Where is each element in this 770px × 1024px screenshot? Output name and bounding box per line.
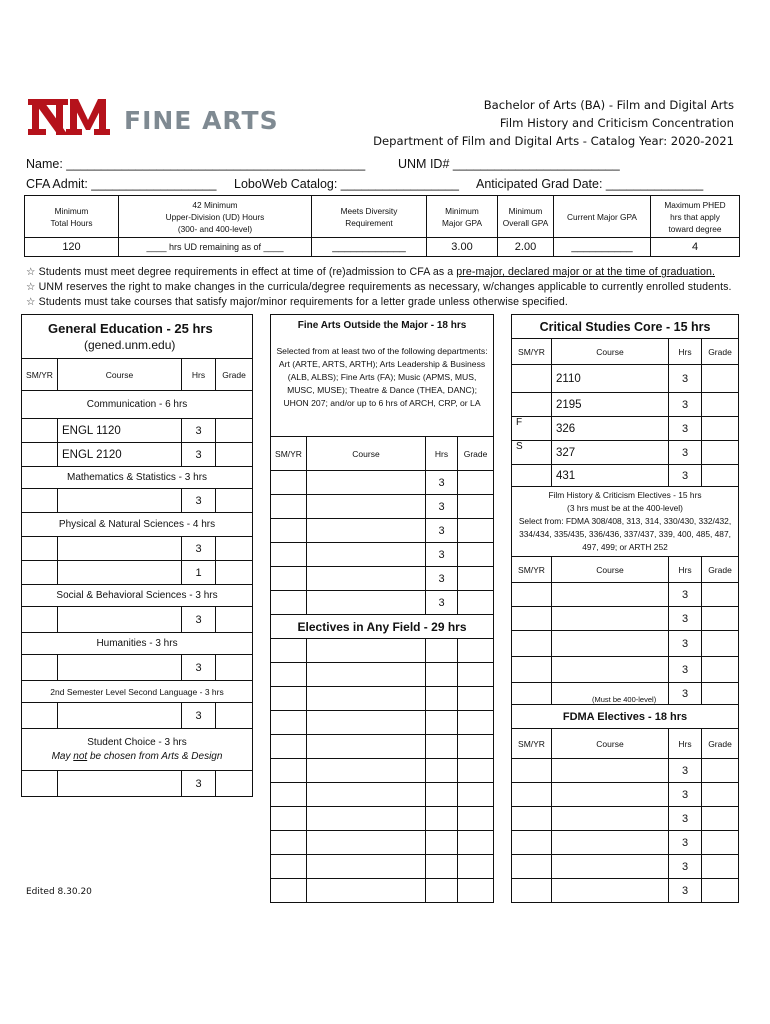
table-row: S 327 3 (512, 441, 739, 465)
table-row: 3 (271, 519, 494, 543)
col-course: Course (552, 729, 669, 759)
star-icon: ☆ (26, 296, 36, 308)
cfa-admit-field[interactable]: CFA Admit: __________________ (26, 177, 217, 191)
table-row: ENGL 2120 3 (22, 443, 253, 467)
table-row (271, 663, 494, 687)
star-icon: ☆ (26, 281, 36, 293)
diversity-header: Meets Diversity Requirement (312, 196, 427, 238)
min-overall-gpa-value: 2.00 (498, 238, 554, 257)
table-row: 3 (22, 537, 253, 561)
table-row: 3 (22, 655, 253, 681)
fine-arts-title: Fine Arts Outside the Major - 18 hrs (297, 320, 467, 331)
communication-header: Communication - 6 hrs (22, 391, 253, 419)
col-smyr: SM/YR (512, 729, 552, 759)
table-row: 3 (22, 771, 253, 797)
col-hrs: Hrs (669, 729, 702, 759)
humanities-header: Humanities - 3 hrs (22, 633, 253, 655)
table-row: 3 (22, 607, 253, 633)
table-row: 3 (512, 783, 739, 807)
table-row: 3 (271, 567, 494, 591)
table-row: 2195 3 (512, 393, 739, 417)
table-row: 3 (271, 591, 494, 615)
table-row: 3 (22, 703, 253, 729)
note-requirements: ☆ Students must meet degree requirements in effect at time of (re)admission to CFA as a pre-major, declared major or at the time of graduation. (26, 266, 715, 278)
gened-header (22, 315, 253, 359)
current-major-gpa-value[interactable]: __________ (554, 238, 651, 257)
col-grade: Grade (458, 437, 494, 471)
table-row (271, 879, 494, 903)
col-smyr: SM/YR (22, 359, 58, 391)
table-row (271, 807, 494, 831)
loboweb-catalog-field[interactable]: LoboWeb Catalog: _________________ (234, 177, 459, 191)
table-row (271, 783, 494, 807)
table-row: 3 (271, 495, 494, 519)
min-total-hours-header: Minimum Total Hours (25, 196, 119, 238)
table-row: 3 (512, 607, 739, 631)
unm-id-field[interactable]: UNM ID# ________________________ (398, 157, 620, 171)
student-choice-header: Student Choice - 3 hrs May not be chosen from Arts & Design (22, 729, 253, 771)
electives-title: Electives in Any Field - 29 hrs (271, 615, 494, 639)
current-major-gpa-header: Current Major GPA (554, 196, 651, 238)
col-course: Course (58, 359, 182, 391)
table-row (271, 639, 494, 663)
fine-arts-header (271, 315, 494, 437)
table-row: 431 3 (512, 465, 739, 487)
col-hrs: Hrs (426, 437, 458, 471)
col-hrs: Hrs (182, 359, 216, 391)
col-hrs: Hrs (669, 339, 702, 365)
col-grade: Grade (216, 359, 253, 391)
table-row: 3 (512, 855, 739, 879)
concentration-title: Film History and Criticism Concentration (499, 116, 734, 130)
col-course: Course (552, 557, 669, 583)
language-header: 2nd Semester Level Second Language - 3 hrs (22, 681, 253, 703)
star-icon: ☆ (26, 266, 36, 278)
col-smyr: SM/YR (512, 557, 552, 583)
gened-link[interactable]: (gened.unm.edu) (84, 337, 176, 352)
table-row: 3 (512, 759, 739, 783)
table-row (271, 855, 494, 879)
degree-summary-table (24, 195, 740, 257)
col-course: Course (307, 437, 426, 471)
table-row: (Must be 400-level) 3 (512, 683, 739, 705)
critical-studies-title: Critical Studies Core - 15 hrs (512, 315, 739, 339)
min-major-gpa-value: 3.00 (427, 238, 498, 257)
min-total-hours-value: 120 (25, 238, 119, 257)
social-sciences-header: Social & Behavioral Sciences - 3 hrs (22, 585, 253, 607)
table-row (271, 735, 494, 759)
table-row: F 326 3 (512, 417, 739, 441)
table-row: ENGL 1120 3 (22, 419, 253, 443)
anticipated-grad-date-field[interactable]: Anticipated Grad Date: ______________ (476, 177, 704, 191)
table-row (271, 759, 494, 783)
gened-title: General Education - 25 hrs (48, 320, 213, 336)
physical-sciences-header: Physical & Natural Sciences - 4 hrs (22, 513, 253, 537)
degree-title: Bachelor of Arts (BA) - Film and Digital Arts (483, 98, 734, 112)
fine-arts-wordmark: FINE ARTS (124, 106, 279, 135)
fine-arts-description: Selected from at least two of the following departments: Art (ARTE, ARTS, ARTH); Arts Leadership & Business (ALB, ALBS); Fine Arts (FA); Music (APMS, MUS, MUSC, MUSE); Theatre & Dance (THEA, DANC); UHON 207; and/or up to 6 hrs of ARCH, CRP, or LA (276, 346, 488, 408)
col-grade: Grade (702, 557, 739, 583)
table-row: 3 (512, 807, 739, 831)
general-education-table (21, 314, 253, 797)
table-row: 3 (512, 583, 739, 607)
name-field[interactable]: Name: ___________________________________________ (26, 157, 366, 171)
table-row (271, 687, 494, 711)
edited-date: Edited 8.30.20 (26, 887, 92, 897)
table-row: 3 (271, 543, 494, 567)
col-smyr: SM/YR (512, 339, 552, 365)
ud-hours-remaining[interactable]: ____ hrs UD remaining as of ____ (119, 238, 312, 257)
critical-studies-core-table (511, 314, 739, 903)
table-row: 3 (512, 879, 739, 903)
table-row: 2110 3 (512, 365, 739, 393)
ud-hours-header: 42 Minimum Upper-Division (UD) Hours (300- and 400-level) (119, 196, 312, 238)
table-row: 1 (22, 561, 253, 585)
col-grade: Grade (702, 339, 739, 365)
note-letter-grade: ☆ Students must take courses that satisfy major/minor requirements for a letter grade unless otherwise specified. (26, 296, 568, 308)
fhc-electives-header: Film History & Criticism Electives - 15 hrs (3 hrs must be at the 400-level) Select from: FDMA 308/408, 313, 314, 330/430, 332/432, 334/434, 335/435, 336/436, 337/437, 339, 400, 485, 487, 497, 499; or ARTH 252 (512, 487, 739, 557)
table-row: 3 (22, 489, 253, 513)
col-course: Course (552, 339, 669, 365)
table-row: 3 (512, 831, 739, 855)
unm-logo-icon (26, 96, 110, 138)
fdma-electives-title: FDMA Electives - 18 hrs (512, 705, 739, 729)
col-smyr: SM/YR (271, 437, 307, 471)
col-hrs: Hrs (669, 557, 702, 583)
max-phed-value: 4 (651, 238, 740, 257)
department-catalog-year: Department of Film and Digital Arts - Catalog Year: 2020-2021 (373, 134, 734, 148)
math-header: Mathematics & Statistics - 3 hrs (22, 467, 253, 489)
table-row (271, 831, 494, 855)
note-curricula-changes: ☆ UNM reserves the right to make changes in the curricula/degree requirements as necessary, w/changes applicable to currently enrolled students. (26, 281, 732, 293)
table-row: 3 (512, 657, 739, 683)
min-major-gpa-header: Minimum Major GPA (427, 196, 498, 238)
col-grade: Grade (702, 729, 739, 759)
max-phed-header: Maximum PHED hrs that apply toward degree (651, 196, 740, 238)
table-row: 3 (512, 631, 739, 657)
table-row: 3 (271, 471, 494, 495)
diversity-value[interactable]: ____________ (312, 238, 427, 257)
table-row (271, 711, 494, 735)
min-overall-gpa-header: Minimum Overall GPA (498, 196, 554, 238)
fine-arts-outside-major-table (270, 314, 494, 903)
